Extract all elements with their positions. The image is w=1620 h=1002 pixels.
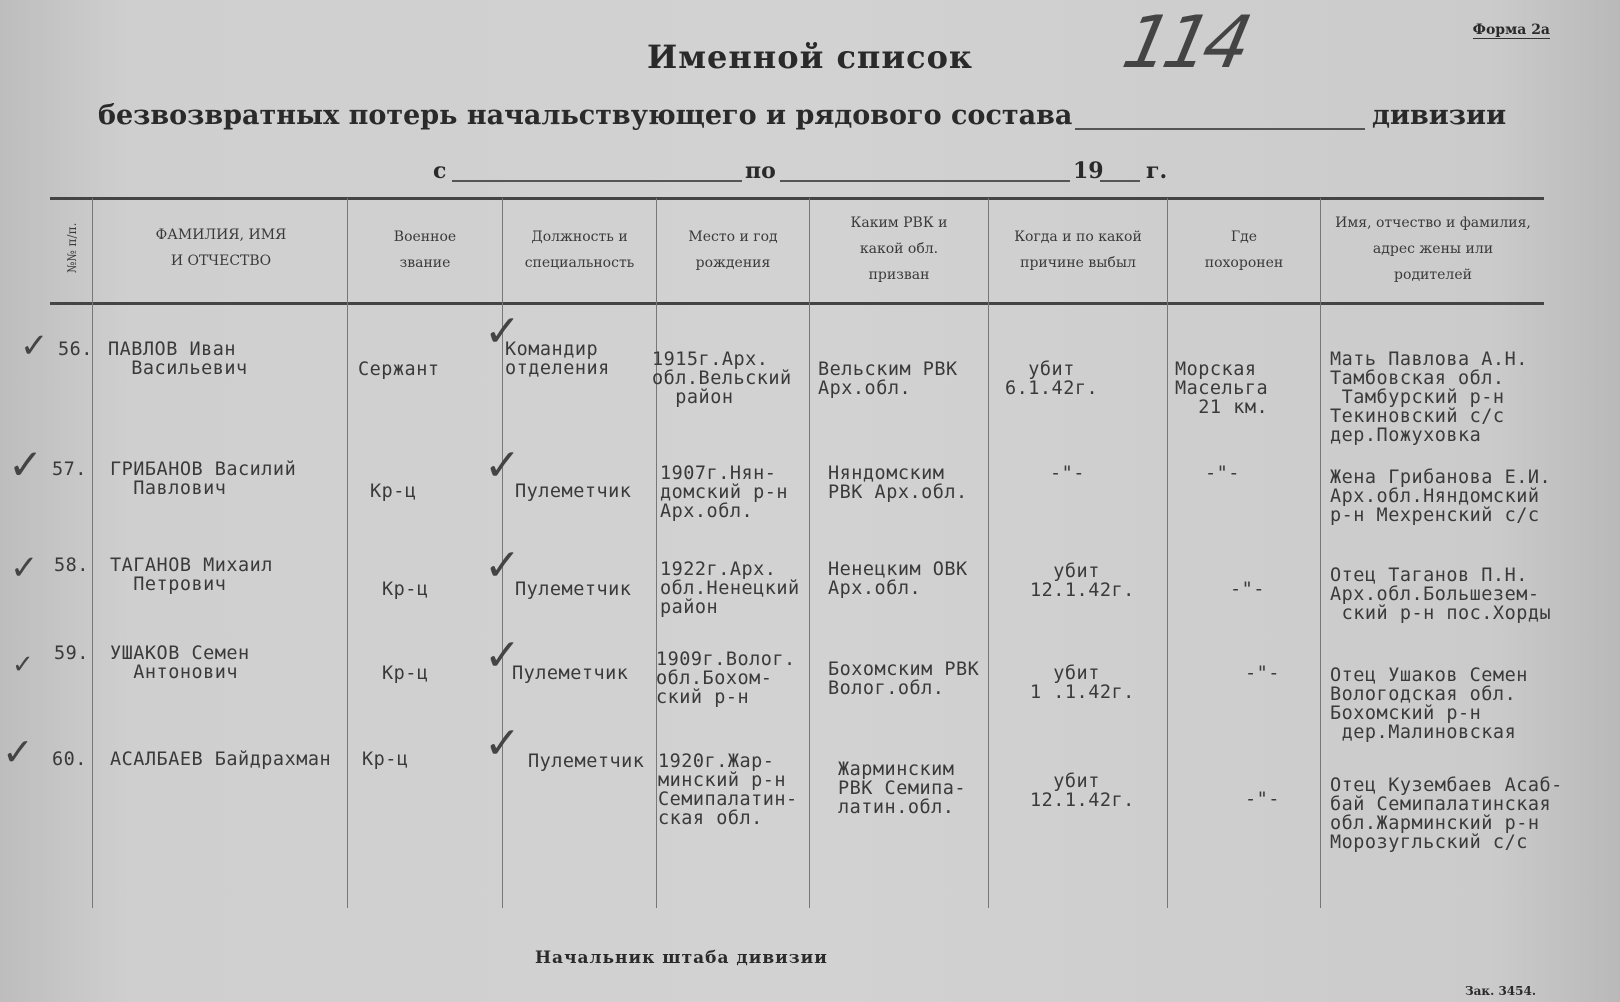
check-mark-icon: ✓: [2, 730, 34, 774]
date-to-blank: [780, 180, 1070, 182]
row-number: 59.: [54, 643, 89, 664]
subtitle-division-word: дивизии: [1372, 100, 1507, 131]
row-when: убит 1 .1.42г.: [1030, 663, 1135, 703]
row-rank: Кр-ц: [382, 579, 429, 600]
row-position: Командир отделения: [505, 339, 610, 379]
check-mark-icon: ✓: [8, 440, 44, 489]
row-number: 60.: [52, 749, 87, 770]
header-rvk: [810, 210, 988, 288]
column-divider: [92, 198, 93, 908]
header-rvk-line: Каким РВК и: [850, 215, 948, 231]
check-mark-icon: ✓: [484, 718, 521, 769]
row-rvk: Бохомским РВК Волог.обл.: [828, 659, 980, 699]
row-relatives: Отец Кузембаев Асаб- бай Семипалатинская обл.Жарминский р-н Морозугльский с/с: [1330, 775, 1563, 853]
row-rvk: Няндомским РВК Арх.обл.: [828, 463, 968, 503]
row-position: Пулеметчик: [528, 751, 645, 772]
column-divider: [347, 198, 348, 908]
handwritten-number: 114: [1116, 0, 1254, 84]
row-birth: 1920г.Жар- минский р-н Семипалатин- ская обл.: [658, 751, 798, 829]
column-divider: [1320, 198, 1321, 908]
year-prefix: 19: [1073, 158, 1104, 184]
year-suffix: г.: [1146, 158, 1168, 184]
row-buried: -"-: [1230, 579, 1265, 600]
row-rank: Кр-ц: [370, 481, 417, 502]
row-rank: Кр-ц: [382, 663, 429, 684]
header-relatives: [1321, 210, 1545, 288]
column-divider: [809, 198, 810, 908]
header-name-line: ФАМИЛИЯ, ИМЯ: [155, 227, 287, 243]
date-from-blank: [452, 180, 742, 182]
header-buried-line: похоронен: [1204, 255, 1284, 271]
header-name-line: И ОТЧЕСТВО: [170, 253, 272, 269]
row-rank: Сержант: [358, 359, 440, 380]
row-name: УШАКОВ Семен Антонович: [110, 643, 250, 683]
row-buried: -"-: [1245, 663, 1280, 684]
header-rank-line: звание: [399, 255, 451, 271]
row-birth: 1922г.Арх. обл.Ненецкий район: [660, 559, 800, 618]
column-divider: [988, 198, 989, 908]
row-rvk: Ненецким ОВК Арх.обл.: [828, 559, 968, 599]
check-mark-icon: ✓: [484, 306, 521, 357]
row-relatives: Жена Грибанова Е.И. Арх.обл.Няндомский р-н Мехренский с/с: [1330, 467, 1552, 526]
row-relatives: Отец Ушаков Семен Вологодская обл. Бохомский р-н дер.Малиновская: [1330, 665, 1528, 743]
row-position: Пулеметчик: [512, 663, 629, 684]
row-name: ПАВЛОВ Иван Васильевич: [108, 339, 248, 379]
row-buried: Морская Масельга 21 км.: [1175, 359, 1269, 418]
check-mark-icon: ✓: [12, 650, 34, 680]
header-when-line: причине выбыл: [1020, 255, 1136, 271]
row-relatives: Отец Таганов П.Н. Арх.обл.Большезем- ский р-н пос.Хорды: [1330, 565, 1552, 624]
year-blank: [1100, 180, 1140, 182]
header-position-line: специальность: [524, 255, 635, 271]
header-rvk-line: какой обл.: [859, 241, 939, 257]
column-divider: [1167, 198, 1168, 908]
row-position: Пулеметчик: [515, 579, 632, 600]
check-mark-icon: ✓: [10, 548, 39, 588]
division-blank-line: [1075, 128, 1365, 130]
form-id-label: Форма 2а: [1472, 22, 1550, 38]
check-mark-icon: ✓: [20, 326, 49, 366]
header-name: [95, 222, 347, 274]
row-number: 58.: [54, 555, 89, 576]
document-subtitle: безвозвратных потерь начальствующего и рядового состава: [98, 100, 1073, 131]
header-birth-line: рождения: [695, 255, 771, 271]
header-buried: [1168, 224, 1320, 276]
column-divider: [656, 198, 657, 908]
row-birth: 1907г.Нян- домский р-н Арх.обл.: [660, 463, 789, 522]
row-name: АСАЛБАЕВ Байдрахман: [110, 749, 332, 770]
date-to-label: по: [745, 158, 776, 184]
check-mark-icon: ✓: [484, 440, 521, 491]
header-birth: [657, 224, 809, 276]
row-number: 57.: [52, 459, 87, 480]
row-buried: -"-: [1205, 463, 1240, 484]
header-rank-line: Военное: [393, 229, 457, 245]
header-relatives-line: родителей: [1394, 267, 1472, 283]
header-num: №№ п/п.: [65, 222, 79, 273]
chief-of-staff-signature-label: Начальник штаба дивизии: [535, 948, 828, 968]
date-from-label: с: [433, 158, 447, 184]
header-relatives-line: Имя, отчество и фамилия,: [1335, 215, 1531, 231]
document-title: Именной список: [646, 38, 974, 76]
row-rvk: Жарминским РВК Семипа- латин.обл.: [838, 759, 967, 818]
row-name: ТАГАНОВ Михаил Петрович: [110, 555, 273, 595]
row-number: 56.: [58, 339, 93, 360]
row-birth: 1915г.Арх. обл.Вельский район: [652, 349, 792, 408]
order-number: Зак. 3454.: [1465, 984, 1537, 998]
row-rank: Кр-ц: [362, 749, 409, 770]
check-mark-icon: ✓: [484, 630, 521, 681]
row-when: -"-: [1050, 463, 1085, 484]
header-rvk-line: призван: [868, 267, 930, 283]
row-buried: -"-: [1245, 789, 1280, 810]
header-relatives-line: адрес жены или: [1372, 241, 1494, 257]
header-position: [503, 224, 656, 276]
header-position-line: Должность и: [531, 229, 628, 245]
row-position: Пулеметчик: [515, 481, 632, 502]
row-when: убит 12.1.42г.: [1030, 771, 1135, 811]
header-birth-line: Место и год: [688, 229, 778, 245]
check-mark-icon: ✓: [484, 540, 521, 591]
row-relatives: Мать Павлова А.Н. Тамбовская обл. Тамбурский р-н Текиновский с/с дер.Пожуховка: [1330, 349, 1528, 446]
header-when-line: Когда и по какой: [1014, 229, 1142, 245]
row-birth: 1909г.Волог. обл.Бохом- ский р-н: [656, 649, 796, 708]
row-rvk: Вельским РВК Арх.обл.: [818, 359, 958, 399]
header-buried-line: Где: [1230, 229, 1258, 245]
header-when: [989, 224, 1167, 276]
row-when: убит 6.1.42г.: [1005, 359, 1099, 399]
header-rank: [348, 224, 502, 276]
row-name: ГРИБАНОВ Василий Павлович: [110, 459, 297, 499]
row-when: убит 12.1.42г.: [1030, 561, 1135, 601]
